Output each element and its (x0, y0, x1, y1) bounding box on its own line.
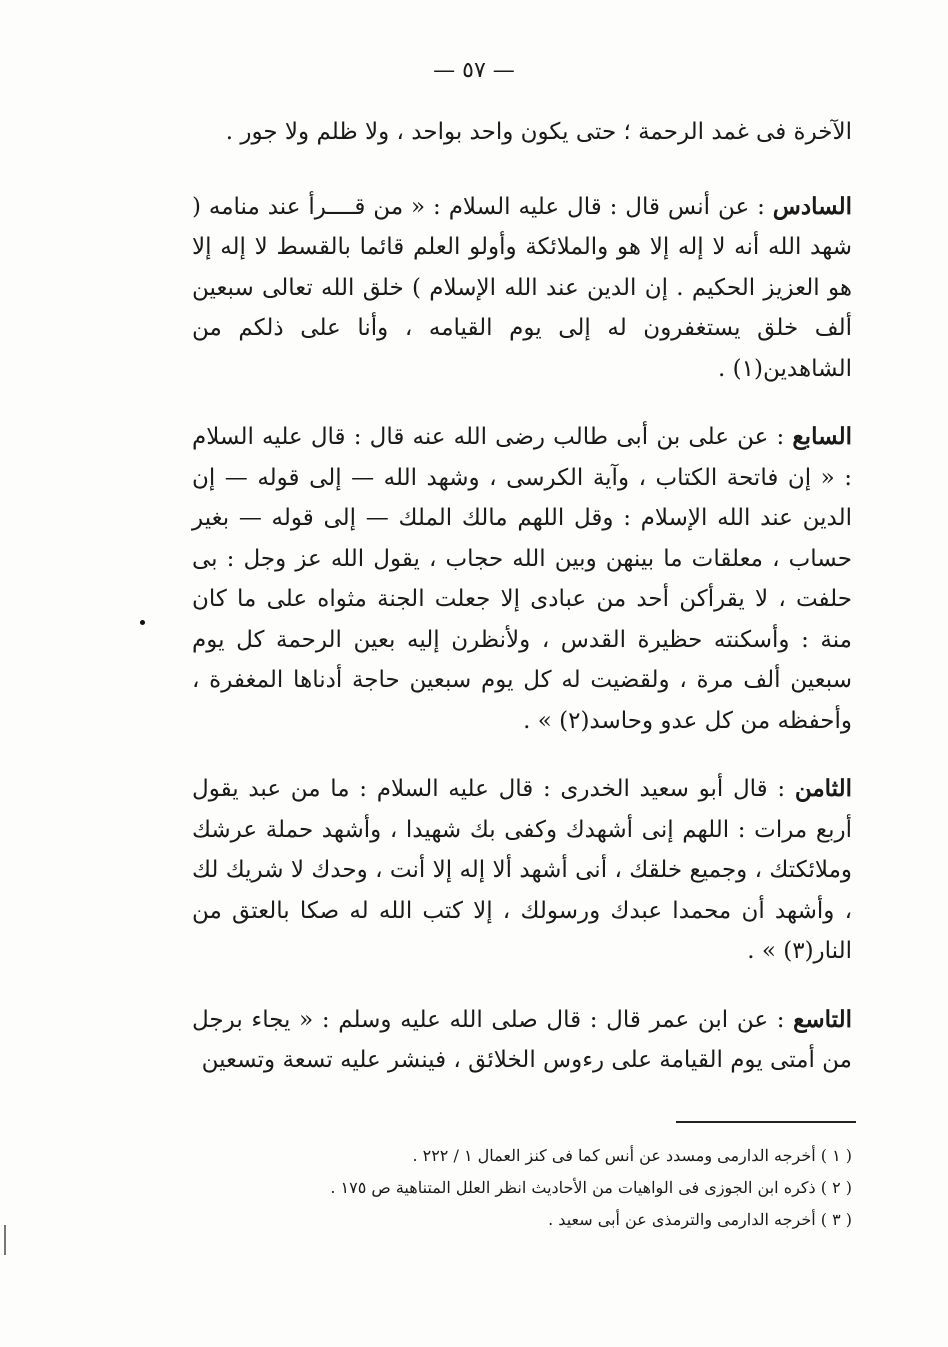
paragraph-heading: التاسع (793, 1005, 852, 1033)
paragraph-heading: الثامن (794, 775, 852, 802)
paragraph-text: : عن ابن عمر قال : قال صلى الله عليه وسلم : « يجاء برجل من أمتى يوم القيامة على رءوس الخلائق ، فينشر عليه تسعة وتسعين (192, 1006, 852, 1073)
paragraph-sixth (192, 187, 852, 390)
paragraph-heading: السابع (792, 423, 852, 450)
paragraph-continuation (192, 112, 852, 153)
footnotes (192, 1140, 852, 1236)
footnote-item: ( ١ ) أخرجه الدارمى ومسدد عن أنس كما فى كنز العمال ١ / ٢٢٢ . (412, 1146, 852, 1165)
main-text (192, 112, 852, 1109)
paragraph-eighth (192, 769, 852, 972)
paragraph-text: : عن على بن أبى طالب رضى الله عنه قال : قال عليه السلام : « إن فاتحة الكتاب ، وآية الكرسى ، وشهد الله — إلى قوله — إن الدين عند الله الإسلام : وقل اللهم مالك الملك — إلى قوله — بغير حساب ، معلقات ما بينهن وبين الله حجاب ، يقول الله عز وجل : بى حلفت ، لا يقرأكن أحد من عبادى إلا جعلت الجنة مثواه على ما كان منة : وأسكنته حظيرة القدس ، ولأنظرن إليه بعين الرحمة كل يوم سبعين ألف مرة ، ولقضيت له كل يوم سبعين حاجة أدناها المغفرة ، وأحفظه من كل عدو وحاسد(٢) » . (192, 424, 852, 734)
paragraph-text: : عن أنس قال : قال عليه السلام : « من قــــرأ عند منامه ( شهد الله أنه لا إله إلا هو والملائكة وأولو العلم قائما بالقسط لا إله إلا هو العزيز الحكيم . إن الدين عند الله الإسلام ) خلق الله تعالى سبعين ألف خلق يستغفرون له إلى يوم القيامه ، وأنا على ذلكم من الشاهدين(١) . (192, 193, 852, 382)
scan-edge-mark (4, 1225, 6, 1255)
footnote-item: ( ٣ ) أخرجه الدارمى والترمذى عن أبى سعيد . (548, 1210, 852, 1229)
paragraph-ninth (192, 1000, 852, 1081)
paragraph-text: : قال أبو سعيد الخدرى : قال عليه السلام : ما من عبد يقول أربع مرات : اللهم إنى أشهدك وكفى بك شهيدا ، وأشهد حملة عرشك وملائكتك ، وجميع خلقك ، أنى أشهد ألا إله إلا أنت ، وحدك لا شريك لك ، وأشهد أن محمدا عبدك ورسولك ، إلا كتب الله له صكا بالعتق من النار(٣) » . (192, 776, 852, 964)
paragraph-seventh (192, 417, 852, 741)
paragraph-heading: السادس (772, 192, 852, 220)
paragraph-text: الآخرة فى غمد الرحمة ؛ حتى يكون واحد بواحد ، ولا ظلم ولا جور . (225, 119, 852, 145)
footnote-divider (676, 1121, 856, 1123)
footnote-item: ( ٢ ) ذكره ابن الجوزى فى الواهيات من الأحاديث انظر العلل المتناهية ص ١٧٥ . (330, 1178, 852, 1197)
margin-dot (140, 620, 145, 625)
page-number: — ٥٧ — (433, 58, 515, 83)
